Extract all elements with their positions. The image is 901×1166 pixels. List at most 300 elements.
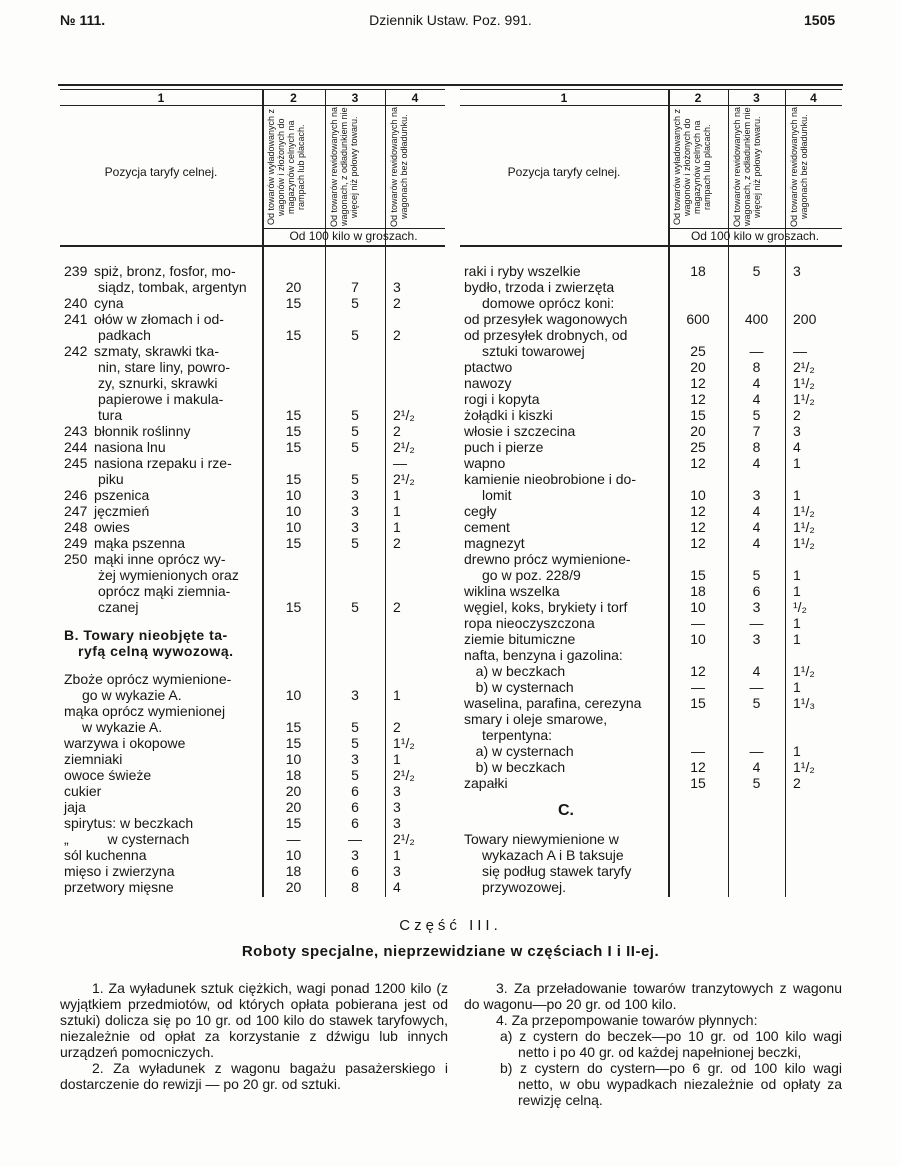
- description-text: nasiona lnu: [94, 439, 166, 455]
- description-text: bydło, trzoda i zwierzęta: [464, 279, 615, 295]
- description-text: żej wymienionych oraz: [98, 567, 239, 583]
- item-description: [60, 847, 262, 863]
- description-line: [64, 519, 262, 535]
- description-text: ziemie bitumiczne: [464, 631, 576, 647]
- unit-label: Od 100 kilo w groszach.: [289, 229, 418, 243]
- rate-value: 15: [285, 719, 302, 735]
- item-description: [460, 439, 668, 455]
- description-line: [64, 391, 262, 407]
- description-line: [464, 359, 668, 375]
- rate-inspection-no-unloading: [785, 391, 842, 407]
- rate-unloading: [668, 311, 728, 327]
- description-text: lomit: [482, 487, 512, 503]
- table-row: [60, 815, 445, 831]
- rate-unloading: [668, 407, 728, 423]
- table-row: [460, 631, 842, 647]
- description-text: wykazach A i B taksuje: [482, 847, 624, 863]
- table-row: [60, 295, 445, 311]
- description-text: mąki inne oprócz wy-: [94, 551, 226, 567]
- rate-inspection-partial: [728, 599, 785, 615]
- table-rule: [60, 245, 445, 247]
- table-row: [60, 671, 445, 703]
- rate-value: 2: [793, 775, 801, 791]
- paragraph-1: 1. Za wyładunek sztuk ciężkich, wagi ponad 1200 kilo (z wyjątkiem przedmiotów, od których opłata pobierana jest od sztuki) dolicza się po 10 gr. od 100 kilo do stawek taryfowych, niezależnie od opłat za korzystanie z dźwigu lub innych urządzeń pomocniczych.: [60, 980, 448, 1060]
- rate-inspection-no-unloading: [785, 263, 842, 279]
- rate-inspection-no-unloading: [785, 375, 842, 391]
- description-text: oprócz mąki ziemnia-: [98, 583, 231, 599]
- rate-value: —: [348, 831, 362, 847]
- rate-value: 5: [351, 735, 359, 751]
- item-description: [60, 487, 262, 503]
- rate-value: 600: [686, 311, 710, 327]
- rate-inspection-no-unloading: [785, 679, 842, 695]
- rate-value: 20: [285, 279, 302, 295]
- rate-value: 1: [793, 567, 801, 583]
- rate-value: 10: [690, 487, 706, 503]
- rate-inspection-partial: [325, 423, 385, 439]
- description-line: [464, 263, 668, 279]
- rate-inspection-partial: [325, 295, 385, 311]
- rate-inspection-no-unloading: [385, 279, 445, 295]
- item-description: [460, 423, 668, 439]
- column-header-col2: Od towarów wyładowanych z wagonów i złożonych do magazynów celnych na rampach lub placach.: [266, 108, 306, 226]
- item-description: [460, 711, 668, 743]
- rate-value: 1¹/₂: [793, 503, 815, 519]
- rate-inspection-no-unloading: [385, 751, 445, 767]
- journal-title: Dziennik Ustaw. Poz. 991.: [369, 12, 532, 28]
- rate-inspection-no-unloading: [785, 535, 842, 551]
- rate-value: 2: [393, 599, 401, 615]
- rate-value: 3: [351, 487, 359, 503]
- rate-value: ¹/₂: [793, 599, 807, 615]
- rate-inspection-no-unloading: [785, 407, 842, 423]
- description-text: smary i oleje smarowe,: [464, 711, 608, 727]
- rate-value: 3: [752, 631, 761, 647]
- rate-unloading: [262, 767, 325, 783]
- paragraph-4: 4. Za przepompowanie towarów płynnych:: [496, 1012, 758, 1028]
- description-text: nafta, benzyna i gazolina:: [464, 647, 623, 663]
- rate-unloading: [262, 279, 325, 295]
- rate-inspection-no-unloading: [385, 783, 445, 799]
- description-line: [464, 663, 668, 679]
- description-line: [64, 703, 262, 719]
- column-number: 1: [157, 91, 165, 105]
- description-text: jęczmień: [94, 503, 150, 519]
- description-text: piku: [98, 471, 124, 487]
- rate-inspection-partial: [728, 311, 785, 327]
- table-body: [60, 263, 445, 895]
- rate-inspection-partial: [728, 263, 785, 279]
- rate-value: 3: [393, 279, 401, 295]
- description-line: [64, 263, 262, 279]
- description-text: nasiona rzepaku i rze-: [94, 455, 232, 471]
- item-description: [460, 759, 668, 775]
- rate-unloading: [262, 423, 325, 439]
- rate-value: 5: [752, 567, 761, 583]
- item-description: [460, 803, 668, 819]
- table-row: [60, 703, 445, 735]
- rate-value: 5: [351, 767, 359, 783]
- table-row: [460, 439, 842, 455]
- item-description: [460, 375, 668, 391]
- table-row: [60, 343, 445, 423]
- rate-inspection-partial: [728, 663, 785, 679]
- rate-inspection-partial: [325, 879, 385, 895]
- rate-value: 8: [752, 439, 761, 455]
- rate-inspection-partial: [728, 679, 785, 695]
- description-line: [464, 375, 668, 391]
- description-line: [464, 727, 668, 743]
- rate-value: 8: [752, 359, 761, 375]
- rate-value: 3: [393, 863, 401, 879]
- tariff-position-number: 240: [64, 295, 88, 311]
- item-description: [60, 423, 262, 439]
- section-heading: [460, 803, 842, 819]
- rate-unloading: [262, 487, 325, 503]
- rate-inspection-partial: [728, 535, 785, 551]
- rate-value: 15: [285, 535, 302, 551]
- item-description: [460, 775, 668, 791]
- rate-value: 15: [690, 567, 706, 583]
- description-text: Zboże oprócz wymienione-: [64, 671, 232, 687]
- rate-value: 1¹/₂: [793, 535, 815, 551]
- rate-value: 12: [690, 503, 706, 519]
- rate-unloading: [262, 687, 325, 703]
- description-line: [464, 879, 668, 895]
- description-text: sól kuchenna: [64, 847, 147, 863]
- table-row: [60, 311, 445, 343]
- rate-value: 15: [285, 471, 302, 487]
- rate-unloading: [668, 743, 728, 759]
- table-row: [460, 455, 842, 471]
- rate-unloading: [262, 799, 325, 815]
- table-row: [460, 311, 842, 327]
- table-row: [460, 263, 842, 279]
- rate-value: 6: [752, 583, 761, 599]
- part-title: Część III.: [399, 917, 502, 934]
- description-line: [464, 407, 668, 423]
- rate-value: 1: [793, 743, 801, 759]
- rate-value: 7: [351, 279, 359, 295]
- rate-unloading: [262, 735, 325, 751]
- rate-unloading: [668, 663, 728, 679]
- rate-inspection-partial: [728, 343, 785, 359]
- rate-value: 18: [285, 863, 302, 879]
- rate-inspection-no-unloading: [385, 599, 445, 615]
- item-description: [60, 295, 262, 311]
- rate-inspection-partial: [728, 407, 785, 423]
- rate-value: 7: [752, 423, 761, 439]
- item-description: [460, 503, 668, 519]
- rate-value: 4: [752, 519, 761, 535]
- item-description: [60, 535, 262, 551]
- rate-unloading: [668, 631, 728, 647]
- rate-inspection-partial: [325, 815, 385, 831]
- tariff-position-number: 248: [64, 519, 88, 535]
- row-spacer: [60, 659, 445, 671]
- rate-value: 3: [393, 815, 401, 831]
- table-row: [60, 551, 445, 615]
- item-description: [460, 551, 668, 583]
- rate-value: 5: [752, 695, 761, 711]
- rate-value: 10: [285, 503, 302, 519]
- tariff-position-number: 241: [64, 311, 88, 327]
- paragraph-3: 3. Za przeładowanie towarów tranzytowych z wagonu do wagonu—po 20 gr. od 100 kilo.: [464, 980, 842, 1012]
- table-row: [60, 783, 445, 799]
- column-header-col3: Od towarów rewidowanych na wagonach, z odładunkiem nie więcej niż połowy towaru.: [329, 106, 359, 228]
- rate-inspection-no-unloading: [385, 535, 445, 551]
- rate-inspection-partial: [728, 615, 785, 631]
- column-number: 4: [810, 91, 817, 105]
- rate-unloading: [668, 487, 728, 503]
- rate-unloading: [668, 439, 728, 455]
- description-text: nin, stare liny, powro-: [98, 359, 231, 375]
- description-text: ropa nieoczyszczona: [464, 615, 595, 631]
- rate-inspection-no-unloading: [385, 735, 445, 751]
- tariff-position-number: 239: [64, 263, 88, 279]
- description-text: papierowe i makula-: [98, 391, 224, 407]
- description-line: [464, 455, 668, 471]
- description-line: [64, 455, 262, 471]
- item-description: [460, 311, 668, 327]
- description-text: cegły: [464, 503, 497, 519]
- description-text: C.: [558, 802, 574, 819]
- rate-inspection-partial: [728, 423, 785, 439]
- rate-inspection-no-unloading: [785, 455, 842, 471]
- table-row: [460, 423, 842, 439]
- rate-inspection-no-unloading: [785, 439, 842, 455]
- item-description: [60, 455, 262, 487]
- tariff-position-number: 250: [64, 551, 88, 567]
- description-text: szmaty, skrawki tka-: [94, 343, 219, 359]
- rate-value: 5: [752, 407, 761, 423]
- item-description: [60, 783, 262, 799]
- rate-value: 15: [285, 327, 302, 343]
- rate-value: 1: [793, 615, 801, 631]
- description-line: [64, 583, 262, 599]
- description-line: [464, 471, 668, 487]
- description-text: kamienie nieobrobione i do-: [464, 471, 636, 487]
- description-line: [64, 815, 262, 831]
- description-text: cyna: [94, 295, 124, 311]
- rate-inspection-no-unloading: [385, 455, 445, 487]
- rate-value: 4: [752, 455, 761, 471]
- description-text: ołów w złomach i od-: [94, 311, 224, 327]
- table-rule: [60, 89, 445, 90]
- rate-value: 5: [351, 423, 359, 439]
- rate-value: 15: [285, 423, 302, 439]
- rate-value: —: [749, 679, 764, 695]
- rate-value: 3: [351, 503, 359, 519]
- table-row: [460, 327, 842, 359]
- item-description: [460, 471, 668, 503]
- table-row: [460, 831, 842, 895]
- rate-value: 25: [690, 439, 706, 455]
- rate-inspection-partial: [325, 439, 385, 455]
- description-line: [64, 751, 262, 767]
- rate-value: 4: [793, 439, 801, 455]
- rate-inspection-partial: [728, 695, 785, 711]
- rate-value: 2¹/₂: [393, 767, 415, 783]
- table-row: [460, 647, 842, 663]
- rate-inspection-partial: [325, 687, 385, 703]
- rate-unloading: [262, 439, 325, 455]
- item-description: [460, 279, 668, 311]
- rate-inspection-partial: [325, 487, 385, 503]
- table-row: [60, 263, 445, 295]
- rate-value: 3: [752, 599, 761, 615]
- rate-value: 1¹/₂: [793, 375, 815, 391]
- item-description: [60, 671, 262, 703]
- column-header-position: Pozycja taryfy celnej.: [104, 165, 218, 179]
- description-text: wapno: [464, 455, 506, 471]
- rate-inspection-no-unloading: [785, 519, 842, 535]
- tariff-table-right: [460, 89, 842, 897]
- rate-value: 15: [285, 407, 302, 423]
- rate-inspection-partial: [325, 519, 385, 535]
- rate-value: 15: [690, 407, 706, 423]
- row-spacer: [60, 615, 445, 627]
- tariff-position-number: 242: [64, 343, 88, 359]
- rate-inspection-partial: [728, 759, 785, 775]
- table-row: [460, 711, 842, 743]
- description-text: Towary niewymienione w: [464, 831, 619, 847]
- description-line: [464, 847, 668, 863]
- rate-value: 3: [351, 519, 359, 535]
- rate-inspection-partial: [728, 583, 785, 599]
- rate-value: 10: [285, 751, 302, 767]
- rate-value: 8: [351, 879, 359, 895]
- description-line: [464, 503, 668, 519]
- table-row: [60, 455, 445, 487]
- column-number: 2: [290, 91, 297, 105]
- description-line: [464, 439, 668, 455]
- rate-value: —: [749, 743, 764, 759]
- rate-unloading: [668, 343, 728, 359]
- rate-value: 1: [793, 455, 801, 471]
- item-description: [60, 863, 262, 879]
- rate-value: 10: [285, 487, 302, 503]
- rate-value: 1¹/₂: [793, 663, 815, 679]
- description-text: go w poz. 228/9: [482, 567, 581, 583]
- description-line: [464, 615, 668, 631]
- description-text: a) w cysternach: [464, 743, 574, 759]
- rate-value: 5: [752, 263, 761, 279]
- description-line: [464, 599, 668, 615]
- rate-inspection-no-unloading: [785, 487, 842, 503]
- rate-inspection-partial: [325, 327, 385, 343]
- rate-inspection-no-unloading: [385, 687, 445, 703]
- description-line: [464, 679, 668, 695]
- rate-inspection-no-unloading: [385, 487, 445, 503]
- description-line: [64, 719, 262, 735]
- description-text: drewno prócz wymienione-: [464, 551, 631, 567]
- rate-unloading: [262, 863, 325, 879]
- column-header-col2: Od towarów wyładowanych z wagonów i złożonych do magazynów celnych na rampach lub placach.: [672, 108, 712, 226]
- item-description: [460, 327, 668, 359]
- description-line: [64, 627, 262, 643]
- description-text: mąka oprócz wymienionej: [64, 703, 226, 719]
- rate-extra-dash: —: [393, 455, 407, 471]
- rate-inspection-partial: [325, 719, 385, 735]
- part-subtitle: Roboty specjalne, nieprzewidziane w częściach I i II-ej.: [241, 943, 660, 960]
- item-description: [60, 627, 262, 659]
- description-line: [64, 863, 262, 879]
- rate-inspection-partial: [728, 567, 785, 583]
- rate-inspection-no-unloading: [385, 519, 445, 535]
- rate-inspection-no-unloading: [385, 439, 445, 455]
- description-text: owoce świeże: [64, 767, 152, 783]
- rate-value: 15: [285, 295, 302, 311]
- rate-unloading: [262, 783, 325, 799]
- rate-inspection-no-unloading: [785, 743, 842, 759]
- table-row: [60, 535, 445, 551]
- rate-value: 5: [351, 327, 359, 343]
- description-line: [464, 311, 668, 327]
- rate-inspection-no-unloading: [785, 759, 842, 775]
- rate-value: 4: [752, 535, 761, 551]
- item-description: [60, 735, 262, 751]
- rate-inspection-no-unloading: [785, 423, 842, 439]
- description-text: rogi i kopyta: [464, 391, 540, 407]
- column-header-position: Pozycja taryfy celnej.: [507, 165, 621, 179]
- description-line: [64, 487, 262, 503]
- table-row: [460, 279, 842, 311]
- rate-value: 18: [690, 583, 706, 599]
- rate-value: 3: [752, 487, 761, 503]
- item-description: [460, 519, 668, 535]
- rate-value: 1: [393, 503, 401, 519]
- rate-unloading: [668, 615, 728, 631]
- rate-value: 1: [793, 487, 801, 503]
- description-text: żołądki i kiszki: [464, 407, 553, 423]
- paragraph-2: 2. Za wyładunek z wagonu bagażu pasażerskiego i dostarczenie do rewizji — po 20 gr. od sztuki.: [60, 1060, 448, 1092]
- table-row: [60, 519, 445, 535]
- description-text: padkach: [98, 327, 151, 343]
- rate-value: 1: [393, 519, 401, 535]
- description-line: [464, 711, 668, 727]
- item-description: [60, 343, 262, 423]
- rate-inspection-no-unloading: [385, 815, 445, 831]
- description-text: cukier: [64, 783, 102, 799]
- rate-unloading: [262, 327, 325, 343]
- rate-value: 3: [393, 783, 401, 799]
- description-line: [464, 863, 668, 879]
- rate-unloading: [668, 375, 728, 391]
- description-line: [64, 599, 262, 615]
- rate-inspection-partial: [728, 743, 785, 759]
- table-row: [60, 735, 445, 751]
- column-header-col3: Od towarów rewidowanych na wagonach, z odładunkiem nie więcej niż połowy towaru.: [732, 106, 762, 228]
- table-row: [60, 487, 445, 503]
- rate-value: 1¹/₂: [793, 391, 815, 407]
- rate-inspection-no-unloading: [785, 359, 842, 375]
- description-line: [464, 327, 668, 343]
- rate-inspection-partial: [728, 391, 785, 407]
- rate-value: 5: [752, 775, 761, 791]
- table-row: [460, 471, 842, 503]
- rate-inspection-no-unloading: [785, 599, 842, 615]
- item-description: [460, 743, 668, 759]
- tariff-position-number: 243: [64, 423, 88, 439]
- description-line: [64, 735, 262, 751]
- rate-value: 6: [351, 783, 359, 799]
- description-line: [64, 439, 262, 455]
- column-number: 4: [411, 91, 419, 105]
- description-text: przywozowej.: [482, 879, 567, 895]
- tariff-position-number: 244: [64, 439, 88, 455]
- tariff-position-number: 249: [64, 535, 88, 551]
